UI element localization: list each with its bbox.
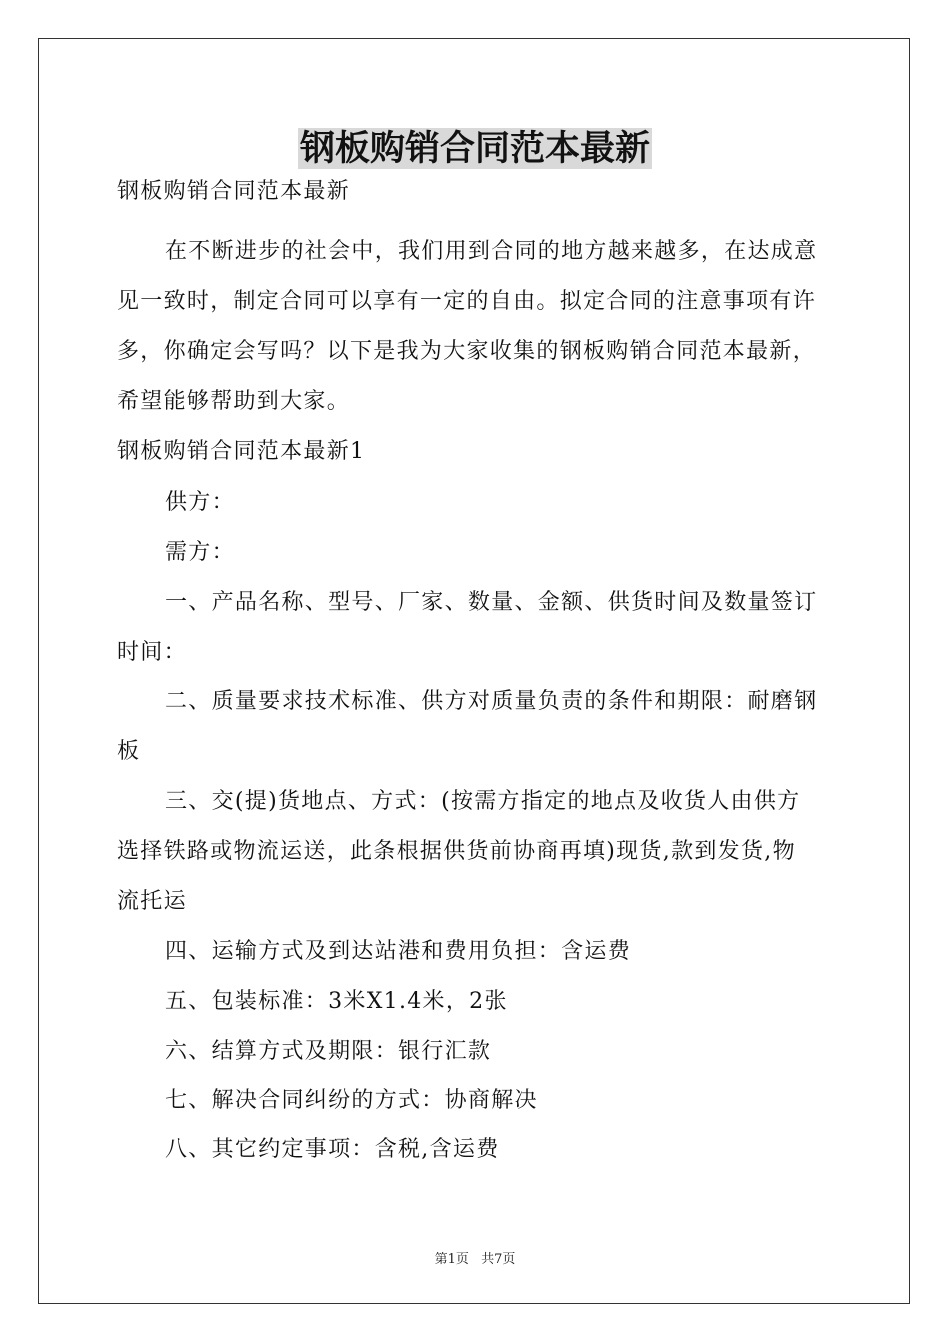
page-border (38, 38, 910, 1304)
clause-line: 五、包装标准：3米X1.4米，2张 (165, 989, 508, 1014)
page-total: 共7页 (481, 1252, 516, 1267)
clause-line: 板 (117, 739, 141, 764)
clause-line: 四、运输方式及到达站港和费用负担：含运费 (165, 939, 632, 964)
paragraph-line: 多，你确定会写吗？以下是我为大家收集的钢板购销合同范本最新， (117, 339, 817, 364)
paragraph-line: 在不断进步的社会中，我们用到合同的地方越来越多，在达成意 (165, 239, 818, 264)
document-title (0, 126, 950, 172)
page-number: 第1页 (434, 1252, 469, 1267)
section-heading: 钢板购销合同范本最新1 (117, 439, 366, 464)
clause-line: 选择铁路或物流运送，此条根据供货前协商再填)现货,款到发货,物 (117, 839, 796, 864)
clause-line: 一、产品名称、型号、厂家、数量、金额、供货时间及数量签订 (165, 590, 818, 615)
paragraph-line: 希望能够帮助到大家。 (117, 389, 351, 414)
clause-line: 七、解决合同纠纷的方式：协商解决 (165, 1088, 538, 1113)
clause-line: 流托运 (117, 889, 187, 914)
paragraph-line: 见一致时，制定合同可以享有一定的自由。拟定合同的注意事项有许 (117, 289, 817, 314)
document-title-text: 钢板购销合同范本最新 (299, 128, 650, 169)
clause-line: 八、其它约定事项：含税,含运费 (165, 1137, 500, 1162)
clause-line: 六、结算方式及期限：银行汇款 (165, 1039, 492, 1064)
clause-line: 时间： (117, 640, 187, 665)
subtitle-line: 钢板购销合同范本最新 (117, 179, 351, 204)
clause-line: 三、交(提)货地点、方式：(按需方指定的地点及收货人由供方 (165, 789, 801, 814)
page-footer (0, 1248, 950, 1267)
supplier-line: 供方： (165, 490, 235, 515)
clause-line: 二、质量要求技术标准、供方对质量负责的条件和期限：耐磨钢 (165, 689, 818, 714)
buyer-line: 需方： (165, 540, 235, 565)
